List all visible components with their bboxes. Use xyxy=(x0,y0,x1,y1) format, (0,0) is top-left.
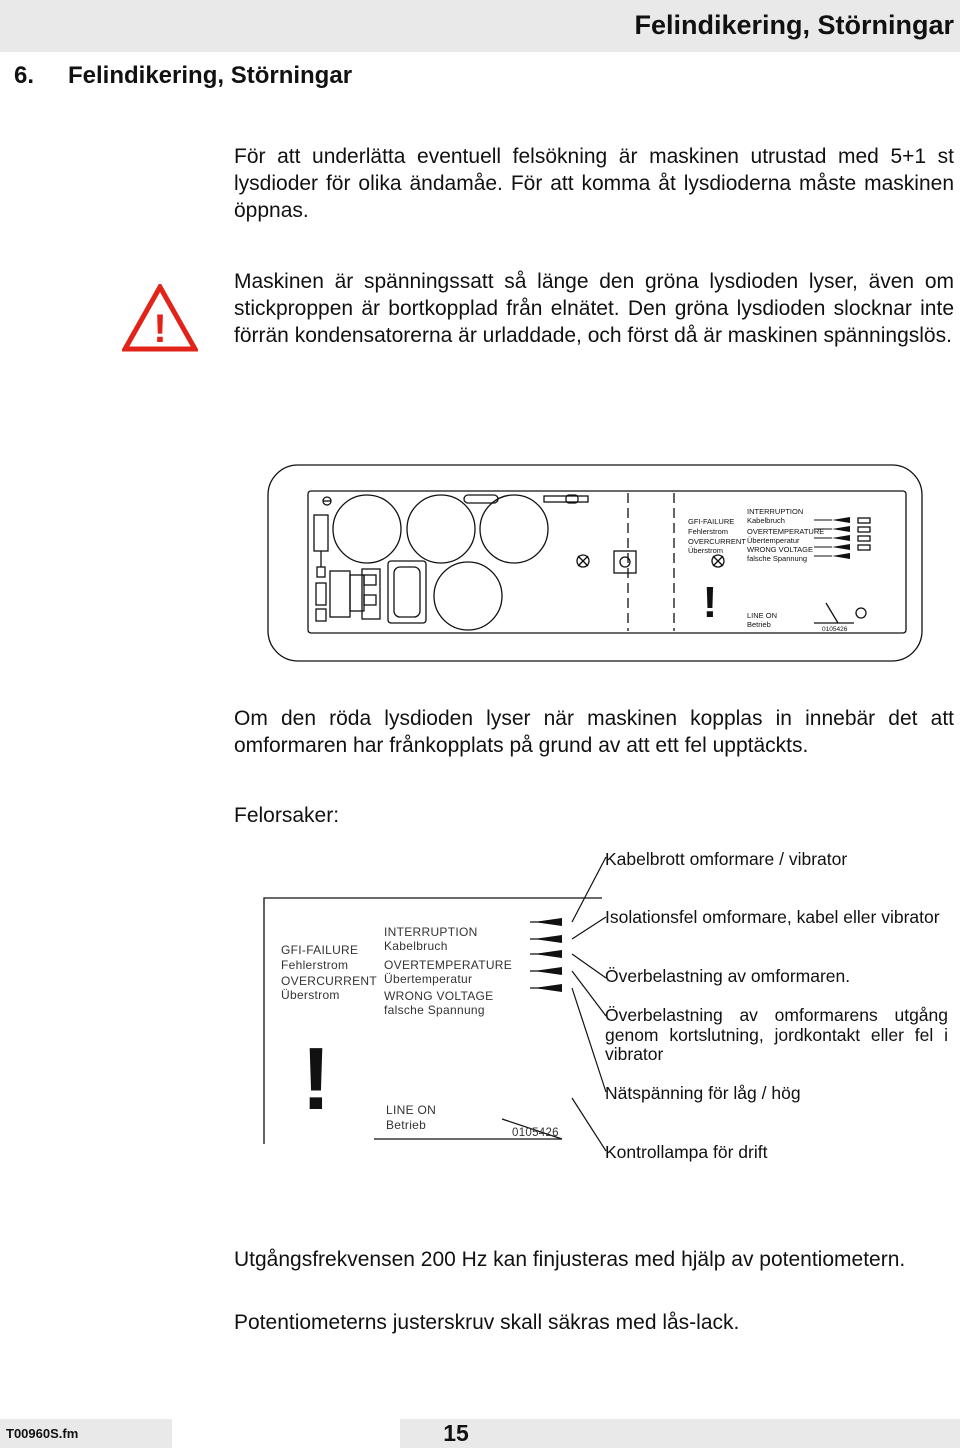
header-bar xyxy=(0,0,960,52)
footer-file: T00960S.fm xyxy=(0,1419,172,1448)
board-label-ubertemperatur: Übertemperatur xyxy=(747,536,800,545)
detail-label-gfi: GFI-FAILURE xyxy=(281,943,359,957)
detail-label-part-number: 0105426 xyxy=(512,1127,559,1139)
board-label-part-number: 0105426 xyxy=(822,626,848,633)
warning-triangle-icon xyxy=(122,284,198,352)
board-label-overtemperature: OVERTEMPERATURE xyxy=(747,527,825,536)
board-label-line-on: LINE ON xyxy=(747,611,778,620)
red-led-paragraph: Om den röda lysdioden lyser när maskinen kopplas in innebär det att omformaren har frånkopplats på grund av att ett fel upptäckts. xyxy=(234,707,954,757)
warning-paragraph: Maskinen är spänningssatt så länge den gröna lysdioden lyser, även om stickproppen är bortkopplad från elnätet. Den gröna lysdioden slocknar inte förrän kondensatorerna är urladdade, och först då är maskinen spänningslös. xyxy=(234,270,954,347)
circuit-board-diagram xyxy=(266,463,924,663)
warning-glyph: ! xyxy=(153,307,167,351)
board-label-betrieb: Betrieb xyxy=(747,620,771,629)
section-title: Felindikering, Störningar xyxy=(68,62,353,89)
detail-label-fehlerstrom: Fehlerstrom xyxy=(281,958,349,972)
section-number: 6. xyxy=(14,62,35,89)
board-exclamation: ! xyxy=(702,578,718,627)
board-label-falsche-spannung: falsche Spannung xyxy=(747,554,808,563)
callout-natspanning: Nätspänning för låg / hög xyxy=(605,1083,801,1103)
detail-label-wrong-voltage: WRONG VOLTAGE xyxy=(384,989,494,1003)
detail-exclamation: ! xyxy=(301,1029,331,1128)
board-label-interruption: INTERRUPTION xyxy=(747,507,804,516)
callout-overbelastning: Överbelastning av omformaren. xyxy=(605,966,851,986)
callout-isolationsfel: Isolationsfel omformare, kabel eller vibrator xyxy=(605,907,940,927)
causes-label: Felorsaker: xyxy=(234,804,340,827)
header-title: Felindikering, Störningar xyxy=(634,10,954,40)
detail-label-overtemperature: OVERTEMPERATURE xyxy=(384,958,513,972)
callout-overbelastning-utgang: Överbelastning av omformarens utgång genom kortslutning, jordkontakt eller fel i vibrator xyxy=(605,1005,948,1064)
detail-label-overcurrent: OVERCURRENT xyxy=(281,974,377,988)
board-label-gfi: GFI-FAILURE xyxy=(688,517,735,526)
lock-paragraph: Potentiometerns justerskruv skall säkras med lås-lack. xyxy=(234,1311,740,1334)
detail-label-ubertemperatur: Übertemperatur xyxy=(384,972,473,986)
board-label-wrong-voltage: WRONG VOLTAGE xyxy=(747,545,813,554)
detail-label-line-on: LINE ON xyxy=(386,1103,437,1117)
board-label-fehlerstrom: Fehlerstrom xyxy=(688,527,729,536)
board-label-kabelbruch: Kabelbruch xyxy=(747,516,785,525)
section-heading xyxy=(14,62,352,90)
detail-label-betrieb: Betrieb xyxy=(386,1118,427,1132)
detail-label-kabelbruch: Kabelbruch xyxy=(384,939,448,953)
detail-label-interruption: INTERRUPTION xyxy=(384,925,478,939)
footer-page-number: 15 xyxy=(400,1419,512,1448)
board-label-overcurrent: OVERCURRENT xyxy=(688,537,746,546)
intro-paragraph: För att underlätta eventuell felsökning är maskinen utrustad med 5+1 st lysdioder för olika ändamåe. För att komma åt lysdioderna måste maskinen öppnas. xyxy=(234,145,954,222)
detail-label-uberstrom: Überstrom xyxy=(281,988,340,1002)
callout-kabelbrott: Kabelbrott omformare / vibrator xyxy=(605,849,848,869)
board-label-uberstrom: Überstrom xyxy=(688,546,724,555)
footer-bar xyxy=(512,1419,960,1448)
callout-leader-lines xyxy=(530,840,610,1170)
frequency-paragraph: Utgångsfrekvensen 200 Hz kan finjusteras med hjälp av potentiometern. xyxy=(234,1248,906,1271)
detail-label-falsche-spannung: falsche Spannung xyxy=(384,1003,485,1017)
callout-kontrollampa: Kontrollampa för drift xyxy=(605,1142,768,1162)
